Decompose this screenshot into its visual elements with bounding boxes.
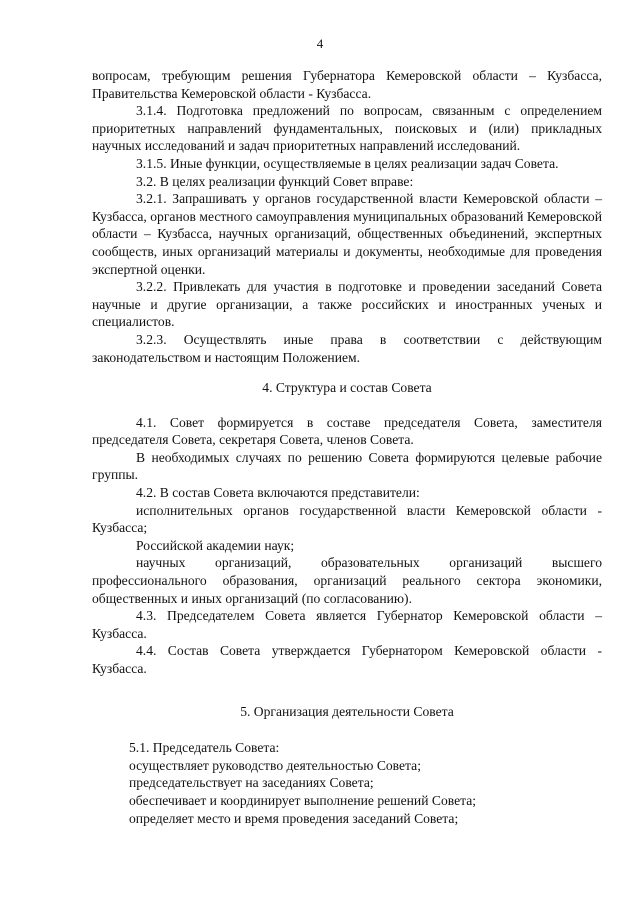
paragraph-4-1-working-groups: В необходимых случаях по решению Совета формируются целевые рабочие группы. (92, 449, 602, 483)
section-4-heading: 4. Структура и состав Совета (262, 380, 432, 396)
paragraph-4-2-executive-bodies: исполнительных органов государственной власти Кемеровской области - Кузбасса; (92, 502, 602, 536)
paragraph-3-2-1: 3.2.1. Запрашивать у органов государственной власти Кемеровской области – Кузбасса, органов местного самоуправления муниципальных образований Кемеровской области – Кузбасса, научных организаций, общественных объединений, экспертных сообществ, иных организаций материалы и документы, необходимые для проведения экспертной оценки. (92, 191, 602, 277)
paragraph-4-2-academy: Российской академии наук; (136, 537, 295, 553)
paragraph-3-1-5: 3.1.5. Иные функции, осуществляемые в целях реализации задач Совета. (136, 155, 559, 171)
page-number: 4 (316, 36, 324, 51)
section-5-heading: 5. Организация деятельности Совета (240, 703, 454, 719)
paragraph-3-2-2: 3.2.2. Привлекать для участия в подготовке и проведении заседаний Совета научные и другие организации, а также российских и иностранных ученых и специалистов. (92, 279, 602, 330)
paragraph-4-1: 4.1. Совет формируется в составе председателя Совета, заместителя председателя Совета, секретаря Совета, членов Совета. (92, 414, 602, 448)
paragraph-3-2: 3.2. В целях реализации функций Совет вправе: (136, 173, 414, 189)
paragraph-4-2-organizations: научных организаций, образовательных организаций высшего профессионального образования, организаций реального сектора экономики, общественных и иных организаций (по согласованию). (92, 555, 602, 606)
document-body (92, 67, 602, 827)
paragraph-4-3: 4.3. Председателем Совета является Губернатор Кемеровской области – Кузбасса. (92, 608, 602, 641)
paragraph-4-4: 4.4. Состав Совета утверждается Губернатором Кемеровской области - Кузбасса. (92, 643, 602, 676)
paragraph-3-1-4: 3.1.4. Подготовка предложений по вопросам, связанным с определением приоритетных направлений фундаментальных, поисковых и (или) прикладных научных исследований и задач приоритетных направлений исследований. (92, 103, 602, 154)
paragraph-3-2-3: 3.2.3. Осуществлять иные права в соответствии с действующим законодательством и настоящим Положением. (92, 331, 602, 365)
list-item: определяет место и время проведения заседаний Совета; (129, 810, 459, 826)
list-item: обеспечивает и координирует выполнение решений Совета; (129, 792, 477, 808)
paragraph-continuation: вопросам, требующим решения Губернатора Кемеровской области – Кузбасса, Правительства Кемеровской области - Кузбасса. (92, 68, 602, 101)
list-item: осуществляет руководство деятельностью Совета; (129, 757, 421, 773)
paragraph-5-1: 5.1. Председатель Совета: (129, 740, 280, 756)
paragraph-4-2: 4.2. В состав Совета включаются представители: (136, 485, 420, 501)
list-item: председательствует на заседаниях Совета; (129, 775, 374, 791)
